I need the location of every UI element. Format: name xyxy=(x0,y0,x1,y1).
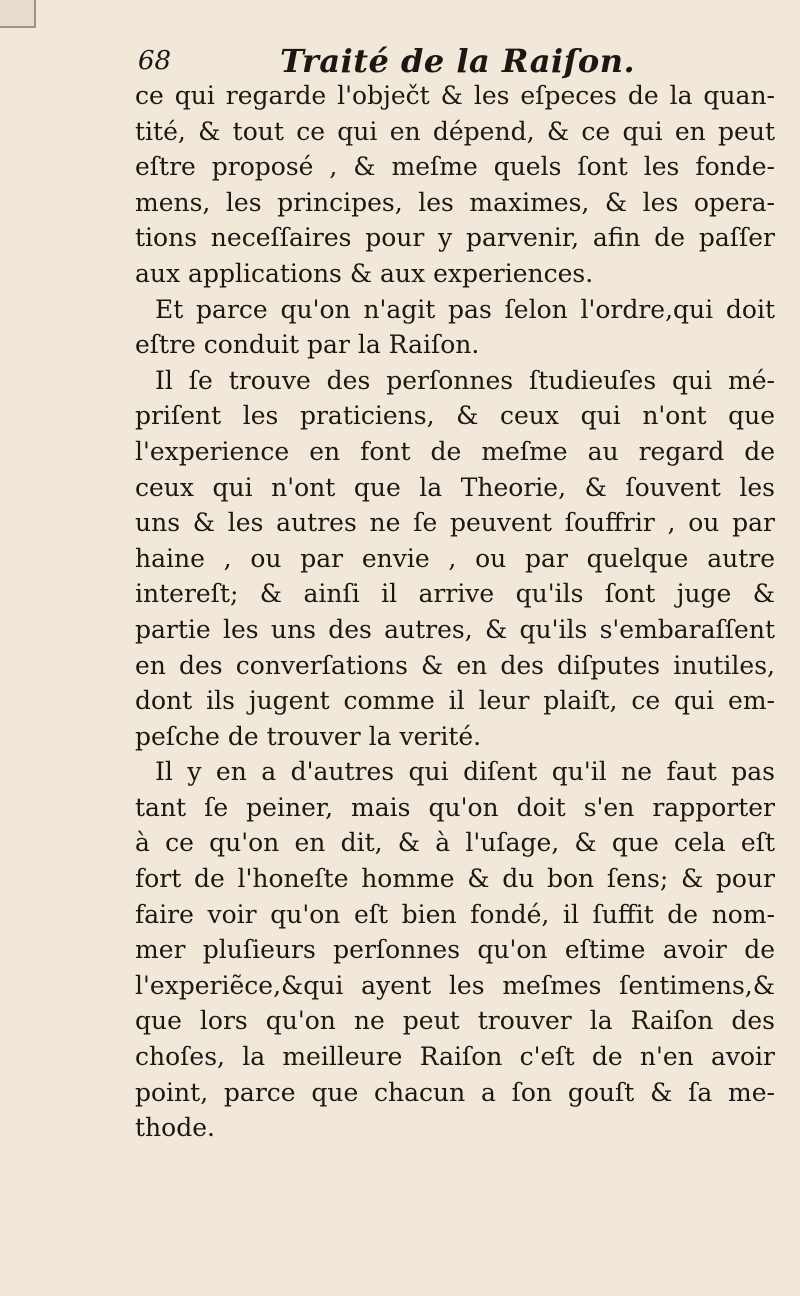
text-line: l'experiẽce,&qui ayent les meſmes ſentimens,& xyxy=(135,970,775,1000)
text-line: eſtre conduit par la Raiſon. xyxy=(135,330,480,360)
text-line: point, parce que chacun a ſon gouſt & ſa me- xyxy=(135,1077,775,1107)
body-text xyxy=(135,78,775,1146)
text-line: Il y en a d'autres qui diſent qu'il ne faut pas xyxy=(155,757,775,787)
text-line: aux applications & aux experiences. xyxy=(135,258,594,288)
text-line: l'experience en font de meſme au regard de xyxy=(135,436,775,466)
text-line: mer pluſieurs perſonnes qu'on eſtime avoir de xyxy=(135,935,775,965)
text-line: intereſt; & ainſi il arrive qu'ils ſont juge & xyxy=(135,579,775,609)
text-line: partie les uns des autres, & qu'ils s'embaraſſent xyxy=(135,614,775,644)
text-line: tions neceſſaires pour y parvenir, afin de paſſer xyxy=(135,223,775,253)
scan-corner-mark xyxy=(0,0,36,28)
text-line: en des converſations & en des diſputes inutiles, xyxy=(135,650,775,680)
text-line: uns & les autres ne ſe peuvent ſouffrir , ou par xyxy=(135,508,775,538)
text-line: fort de l'honeſte homme & du bon ſens; & pour xyxy=(135,864,775,894)
text-line: Il ſe trouve des perſonnes ſtudieuſes qui mé- xyxy=(155,365,775,395)
text-line: peſche de trouver la verité. xyxy=(135,721,482,751)
text-line: eſtre proposé , & meſme quels ſont les fonde- xyxy=(135,152,775,182)
text-line: dont ils jugent comme il leur plaiſt, ce qui em- xyxy=(135,686,775,716)
text-line: ceux qui n'ont que la Theorie, & ſouvent les xyxy=(135,472,775,502)
running-title: Traité de la Raiſon. xyxy=(280,42,636,80)
page-number: 68 xyxy=(138,46,172,76)
text-line: ce qui regarde l'obječt & les eſpeces de la quan- xyxy=(135,81,775,110)
text-line: tité, & tout ce qui en dépend, & ce qui en peut xyxy=(135,116,775,146)
text-line: choſes, la meilleure Raiſon c'eſt de n'en avoir xyxy=(135,1042,775,1072)
text-line: que lors qu'on ne peut trouver la Raiſon des xyxy=(135,1006,775,1036)
text-line: Et parce qu'on n'agit pas ſelon l'ordre,qui doit xyxy=(155,294,775,324)
text-line: faire voir qu'on eſt bien fondé, il ſuffit de nom- xyxy=(135,899,775,929)
text-line: haine , ou par envie , ou par quelque autre xyxy=(135,543,775,573)
text-line: mens, les principes, les maximes, & les opera- xyxy=(135,187,775,217)
text-line: tant ſe peiner, mais qu'on doit s'en rapporter xyxy=(135,792,775,822)
text-line: thode. xyxy=(135,1113,215,1143)
text-line: à ce qu'on en dit, & à l'uſage, & que cela eſt xyxy=(135,828,775,858)
text-line: priſent les praticiens, & ceux qui n'ont que xyxy=(135,401,775,431)
